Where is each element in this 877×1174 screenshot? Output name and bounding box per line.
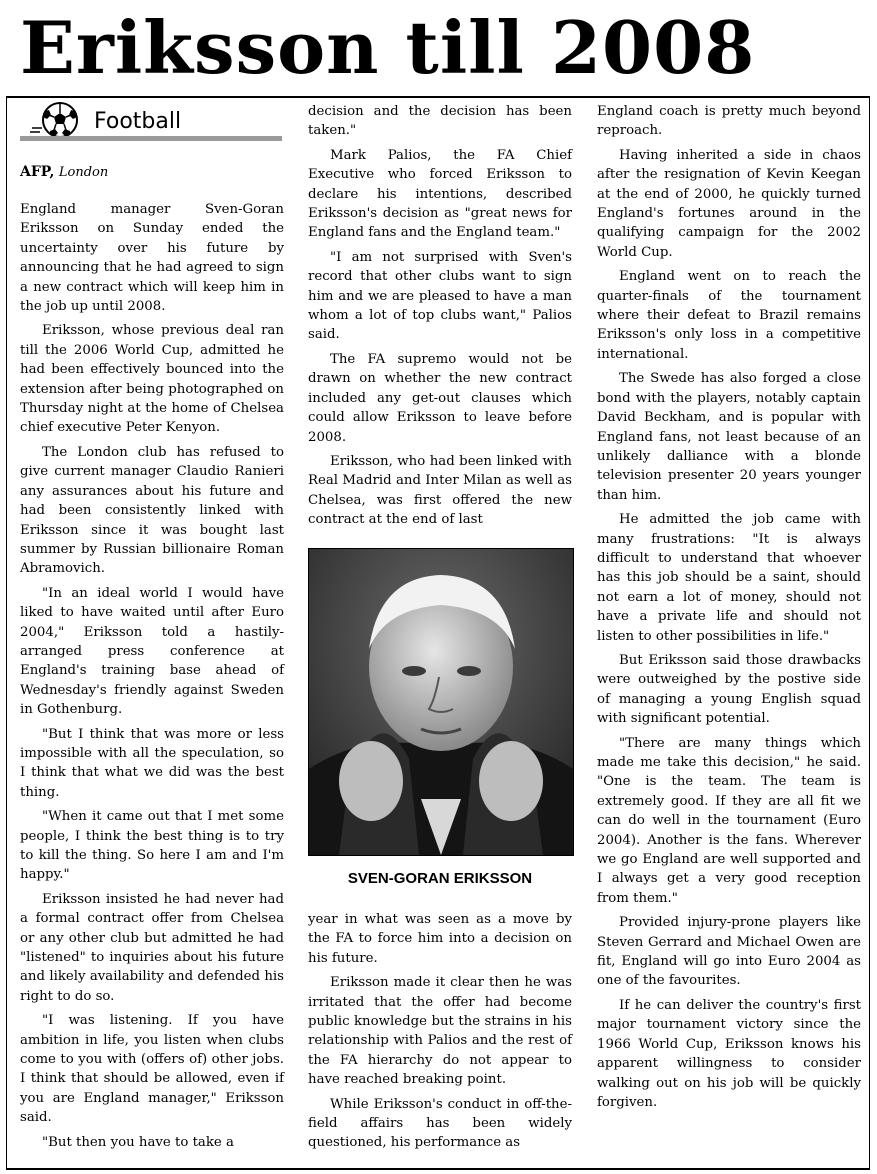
paragraph: Eriksson insisted he had never had a formal contract offer from Chelsea or any other club but admitted he had "listened" to inquiries about his future and likely availability and defended his right to do so. bbox=[20, 891, 284, 1004]
paragraph: decision and the decision has been taken." bbox=[308, 104, 572, 139]
frame-right-rule bbox=[869, 96, 870, 1170]
soccer-ball-icon bbox=[30, 102, 88, 138]
portrait-photo bbox=[308, 548, 574, 856]
paragraph: But Eriksson said those drawbacks were outweighed by the postive side of managing a young English squad with significant potential. bbox=[597, 652, 861, 727]
paragraph: "I was listening. If you have ambition in life, you listen when clubs come to you with (offers of) other jobs. I think that should be allowed, even if you are England manager," Eriksson said. bbox=[20, 1013, 284, 1126]
column-2-top bbox=[308, 102, 572, 535]
paragraph: "I am not surprised with Sven's record that other clubs want to sign him and we are pleased to have a man whom a lot of top clubs want," Palios said. bbox=[308, 249, 572, 343]
paragraph: Eriksson, whose previous deal ran till the 2006 World Cup, admitted he had been effectively bounced into the extension after being photographed on Thursday night at the home of Chelsea chief executive Peter Kenyon. bbox=[20, 323, 284, 436]
column-3 bbox=[597, 102, 861, 1117]
paragraph: The London club has refused to give current manager Claudio Ranieri any assurances about his future and had been consistently linked with Eriksson since it was bought last summer by Russian billionaire Roman Abramovich. bbox=[20, 444, 284, 577]
column-1 bbox=[20, 200, 284, 1157]
paragraph: He admitted the job came with many frustrations: "It is always difficult to understand that whoever has this job should be a saint, should not earn a lot of money, should not have a private life and should not listen to other possibilities in life." bbox=[597, 512, 861, 644]
byline-location: London bbox=[58, 165, 109, 180]
paragraph: "But then you have to take a bbox=[42, 1134, 234, 1150]
section-tag bbox=[20, 102, 282, 140]
paragraph: The FA supremo would not be drawn on whether the new contract included any get-out clauses which could allow Eriksson to leave before 2008. bbox=[308, 351, 572, 445]
paragraph: year in what was seen as a move by the FA to force him into a decision on his future. bbox=[308, 912, 572, 966]
paragraph: Eriksson made it clear then he was irritated that the offer had become public knowledge but the strains in his relationship with Palios and the rest of the FA hierarchy do not appear to have reached breaking point. bbox=[308, 975, 572, 1088]
section-bar bbox=[20, 136, 282, 141]
column-2-bottom bbox=[308, 910, 572, 1158]
headline-rule bbox=[6, 96, 870, 98]
headline: Eriksson till 2008 bbox=[20, 5, 756, 90]
frame-bottom-rule bbox=[6, 1168, 870, 1170]
paragraph: Having inherited a side in chaos after the resignation of Kevin Keegan at the end of 2000, he quickly turned England's fortunes around in the qualifying campaign for the 2002 World Cup. bbox=[597, 147, 861, 260]
paragraph: Eriksson, who had been linked with Real Madrid and Inter Milan as well as Chelsea, was first offered the new contract at the end of last bbox=[308, 453, 572, 528]
paragraph: "In an ideal world I would have liked to have waited until after Euro 2004," Eriksson told a hastily-arranged press conference at England's training base ahead of Wednesday's friendly against Sweden in Gothenburg. bbox=[20, 585, 284, 718]
paragraph: "But I think that was more or less impossible with all the speculation, so I think that what we did was the best thing. bbox=[20, 726, 284, 800]
frame-left-rule bbox=[6, 96, 7, 1170]
paragraph: Mark Palios, the FA Chief Executive who forced Eriksson to declare his intentions, described Eriksson's decision as "great news for England fans and the England team." bbox=[308, 147, 572, 241]
portrait-illustration bbox=[309, 549, 573, 855]
paragraph: The Swede has also forged a close bond with the players, notably captain David Beckham, and is popular with England fans, not least because of an unlikely dalliance with a blonde television presenter 20 years younger than him. bbox=[597, 371, 861, 503]
paragraph: If he can deliver the country's first major tournament victory since the 1966 World Cup, Eriksson knows his apparent willingness to consider walking out on his job will be quickly forgiven. bbox=[597, 997, 861, 1110]
photo-caption: SVEN-GORAN ERIKSSON bbox=[347, 870, 533, 887]
section-label: Football bbox=[94, 109, 182, 134]
paragraph: England went on to reach the quarter-finals of the tournament where their defeat to Brazil remains Eriksson's only loss in a competitive international. bbox=[597, 269, 861, 362]
paragraph: "When it came out that I met some people, I think the best thing is to try to kill the thing. So here I am and I'm happy." bbox=[20, 809, 284, 883]
paragraph: Provided injury-prone players like Steven Gerrard and Michael Owen are fit, England will go into Euro 2004 as one of the favourites. bbox=[597, 915, 861, 989]
paragraph: England coach is pretty much beyond reproach. bbox=[597, 104, 861, 139]
byline-source: AFP, bbox=[20, 164, 55, 180]
paragraph: While Eriksson's conduct in off-the-field affairs has been widely questioned, his performance as bbox=[308, 1096, 572, 1151]
byline bbox=[20, 162, 108, 183]
paragraph: "There are many things which made me take this decision," he said. "One is the team. The team is extremely good. If they are all fit we can do well in the tournament (Euro 2004). Another is the fans. Wherever we go England are well supported and I always get a very good reception from them." bbox=[597, 735, 861, 906]
paragraph: England manager Sven-Goran Eriksson on Sunday ended the uncertainty over his future by announcing that he had agreed to sign a new contract which will keep him in the job up until 2008. bbox=[20, 202, 284, 315]
